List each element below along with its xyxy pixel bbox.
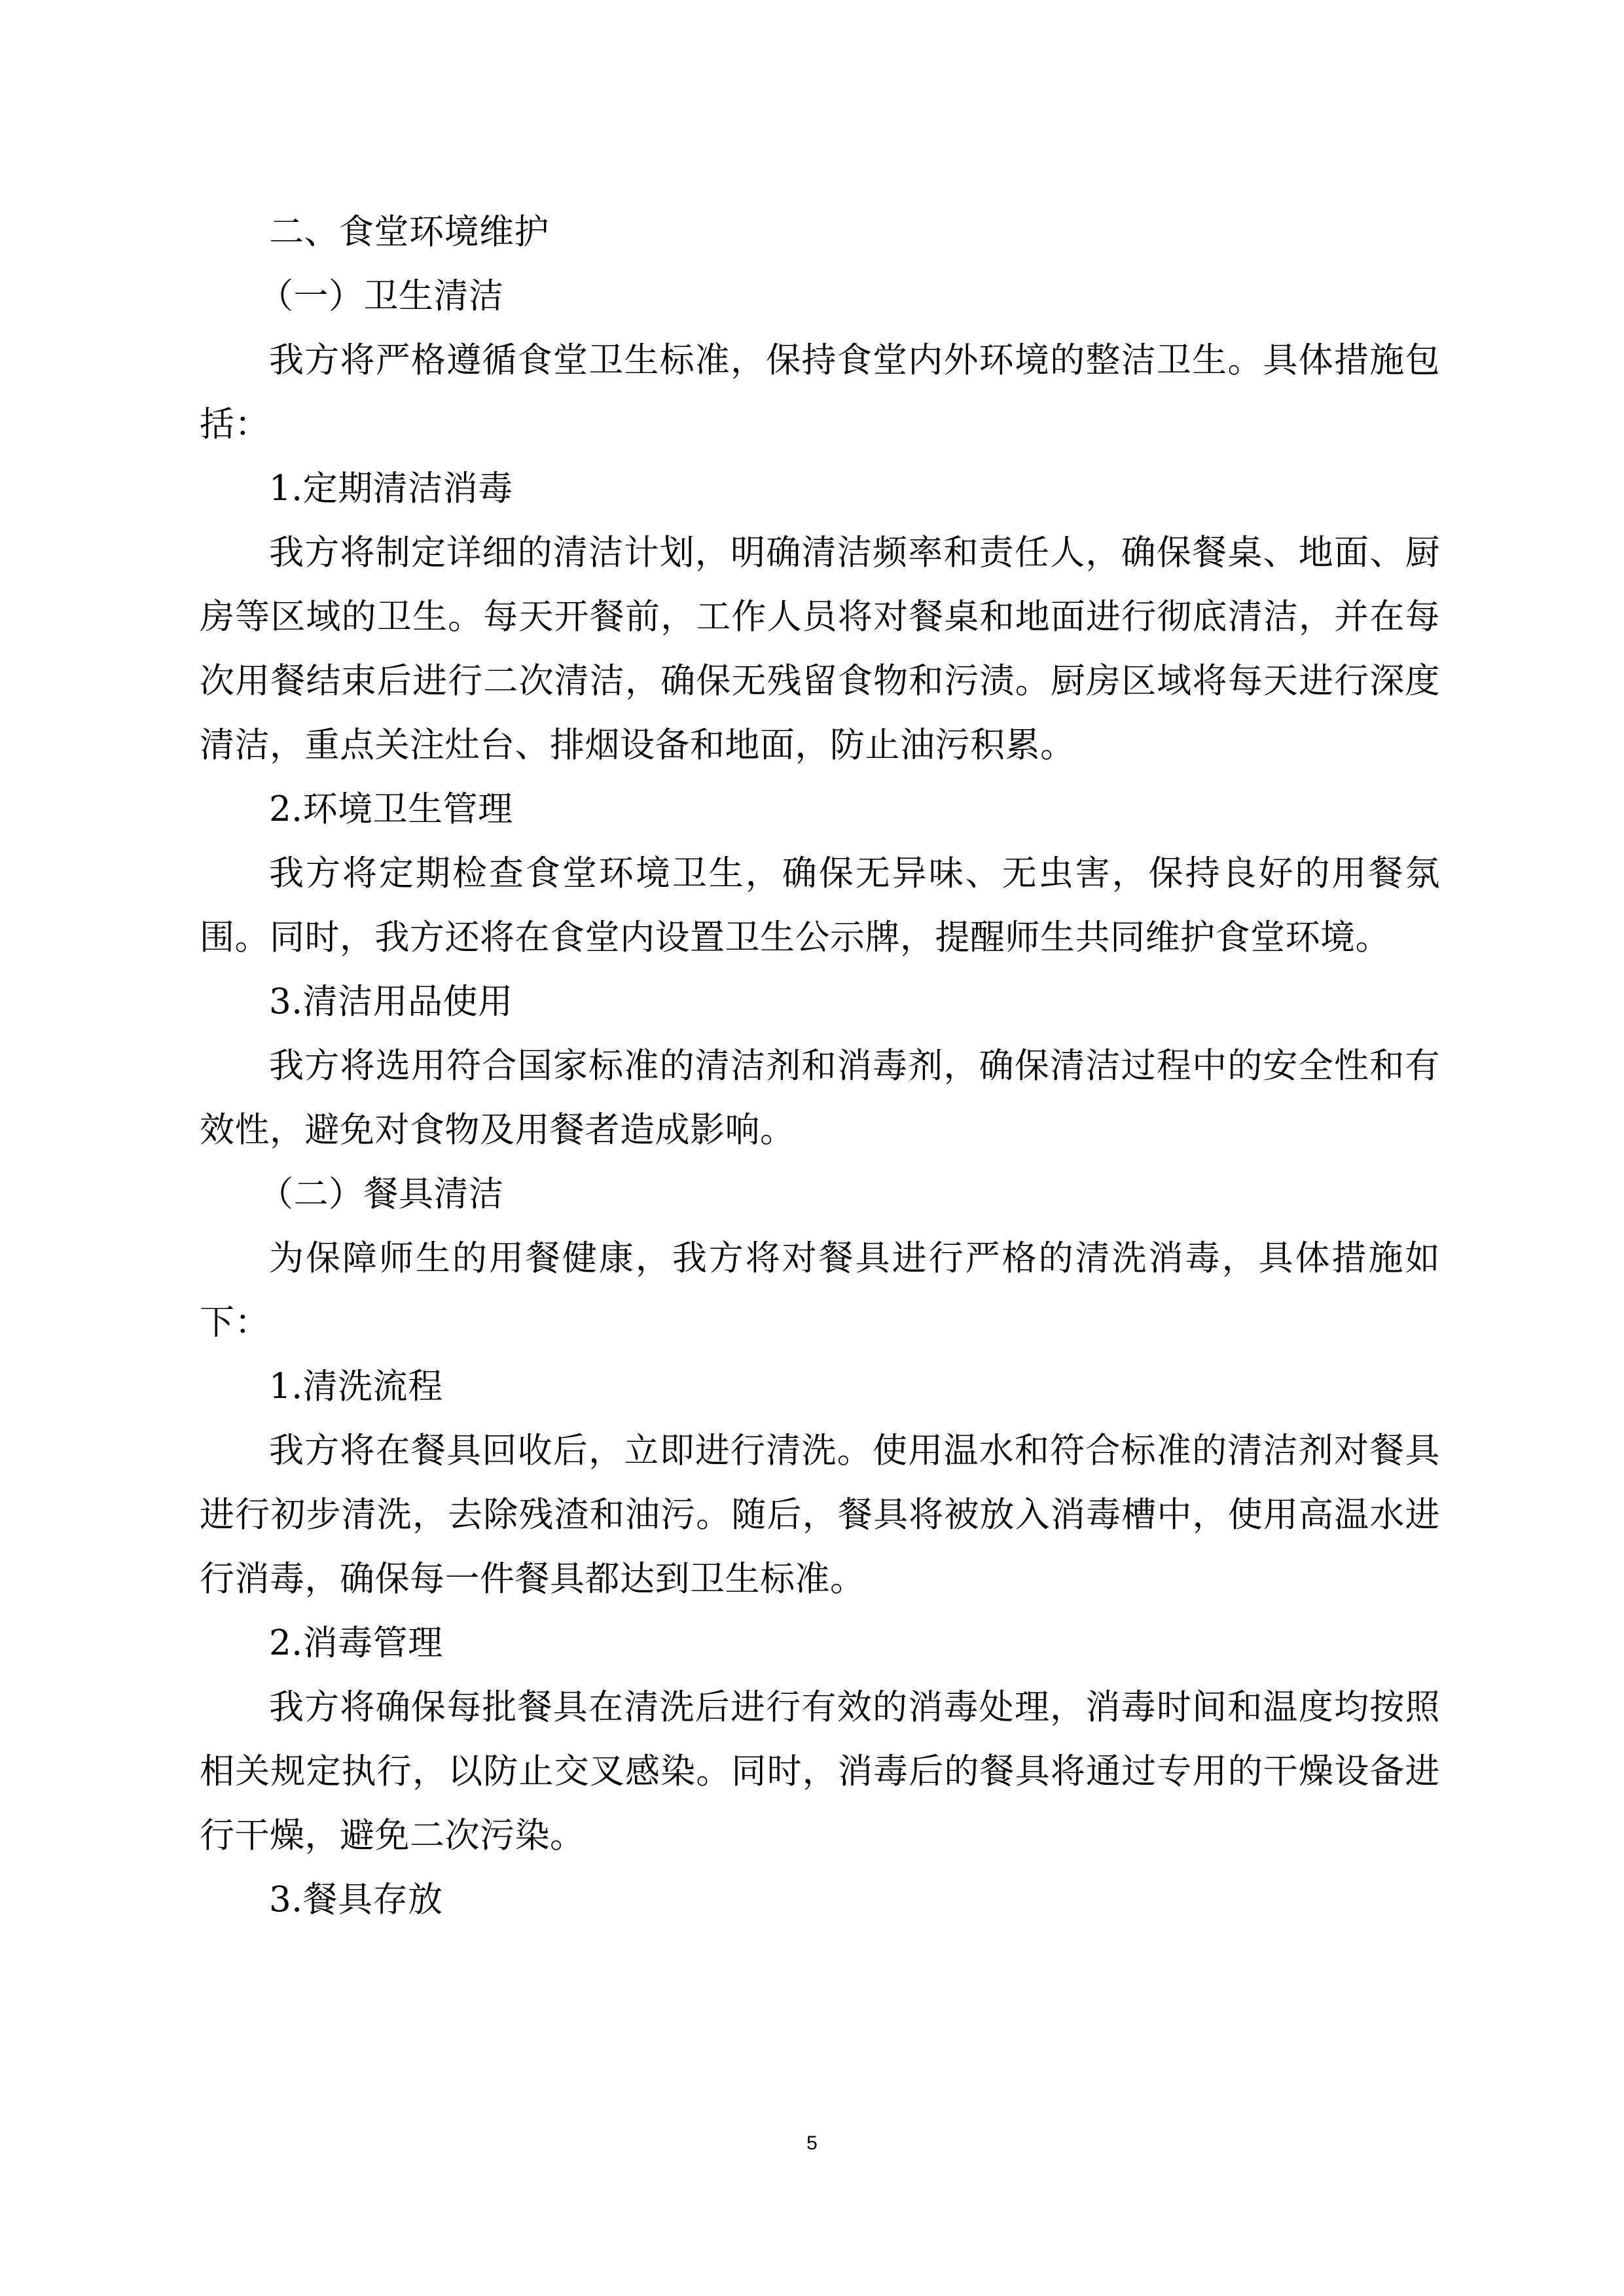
item-heading-washing-process: 1.清洗流程 [269, 1367, 443, 1407]
paragraph-cleaning-supplies: 我方将选用符合国家标准的清洁剂和消毒剂，确保清洁过程中的安全性和有效性，避免对食物及用餐者造成影响。 [200, 1046, 1440, 1150]
section-heading: 二、食堂环境维护 [269, 212, 549, 252]
item-heading-cleaning-supplies: 3.清洁用品使用 [269, 982, 513, 1022]
paragraph-regular-cleaning: 我方将制定详细的清洁计划，明确清洁频率和责任人，确保餐桌、地面、厨房等区域的卫生。每天开餐前，工作人员将对餐桌和地面进行彻底清洁，并在每次用餐结束后进行二次清洁，确保无残留食物和污渍。厨房区域将每天进行深度清洁，重点关注灶台、排烟设备和地面，防止油污积累。 [200, 533, 1440, 765]
subsection-heading-hygiene: （一）卫生清洁 [259, 276, 504, 316]
paragraph-washing-process: 我方将在餐具回收后，立即进行清洗。使用温水和符合标准的清洁剂对餐具进行初步清洗，去除残渣和油污。随后，餐具将被放入消毒槽中，使用高温水进行消毒，确保每一件餐具都达到卫生标准。 [200, 1431, 1440, 1599]
paragraph-hygiene-intro: 我方将严格遵循食堂卫生标准，保持食堂内外环境的整洁卫生。具体措施包括： [200, 340, 1440, 444]
paragraph-environment-management: 我方将定期检查食堂环境卫生，确保无异味、无虫害，保持良好的用餐氛围。同时，我方还将在食堂内设置卫生公示牌，提醒师生共同维护食堂环境。 [200, 853, 1440, 958]
page-number: 5 [806, 2132, 818, 2154]
item-heading-environment-management: 2.环境卫生管理 [269, 789, 513, 829]
item-heading-regular-cleaning: 1.定期清洁消毒 [269, 469, 513, 509]
item-heading-disinfection: 2.消毒管理 [269, 1623, 443, 1663]
item-heading-tableware-storage: 3.餐具存放 [269, 1880, 443, 1920]
document-body [200, 200, 1440, 1932]
paragraph-tableware-intro: 为保障师生的用餐健康，我方将对餐具进行严格的清洗消毒，具体措施如下： [200, 1238, 1440, 1342]
paragraph-disinfection: 我方将确保每批餐具在清洗后进行有效的消毒处理，消毒时间和温度均按照相关规定执行，以防止交叉感染。同时，消毒后的餐具将通过专用的干燥设备进行干燥，避免二次污染。 [200, 1687, 1440, 1856]
subsection-heading-tableware: （二）餐具清洁 [259, 1174, 504, 1214]
